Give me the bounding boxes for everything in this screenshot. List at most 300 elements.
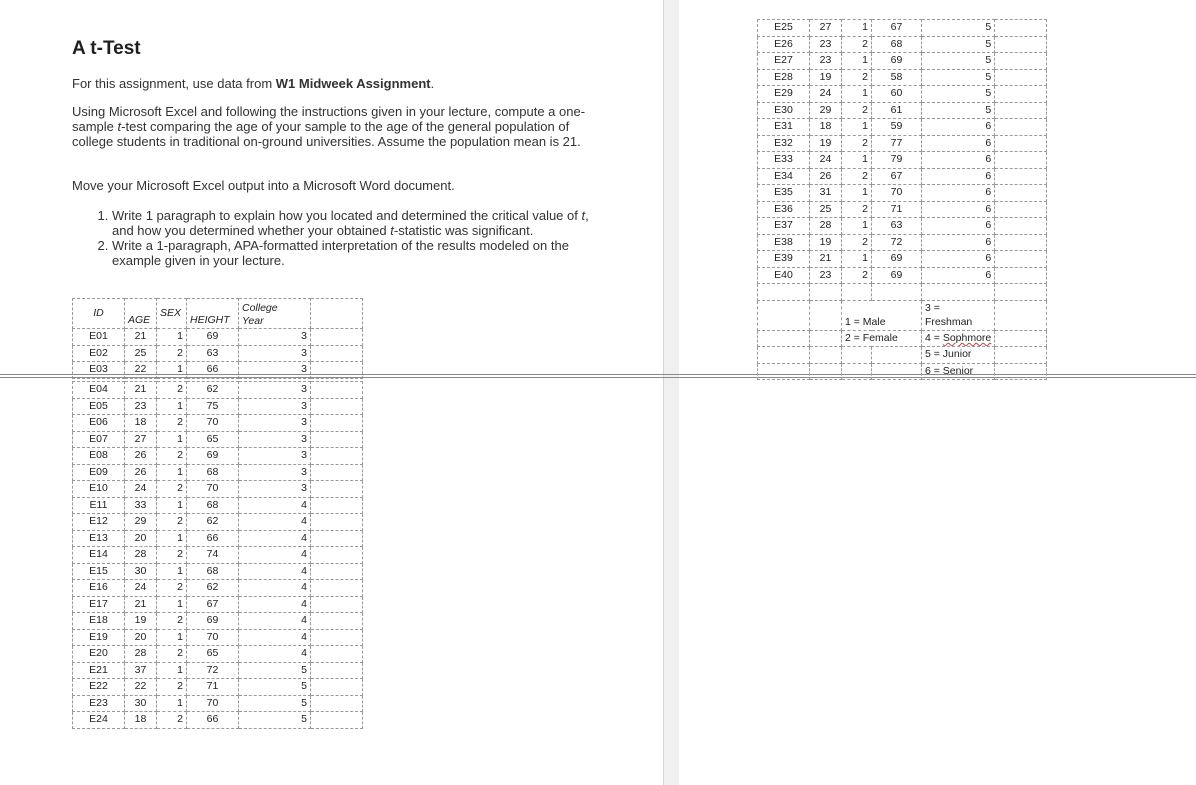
cell-empty <box>311 415 363 432</box>
cell-age: 21 <box>810 251 842 268</box>
cell-empty <box>311 563 363 580</box>
cell-sex: 2 <box>842 168 872 185</box>
header-college-2: Year <box>242 315 264 327</box>
cell-empty <box>311 398 363 415</box>
cell-age: 20 <box>125 629 157 646</box>
cell-empty <box>995 53 1047 70</box>
cell-college-year: 3 <box>239 448 311 465</box>
cell-empty <box>995 86 1047 103</box>
cell-id: E10 <box>73 481 125 498</box>
cell-id: E17 <box>73 596 125 613</box>
legend-male: 1 = Male <box>842 300 922 330</box>
table-row <box>73 448 363 465</box>
intro-paragraph <box>72 76 592 91</box>
cell-id: E15 <box>73 563 125 580</box>
cell-college-year: 5 <box>239 679 311 696</box>
cell-empty <box>995 119 1047 136</box>
intro-text: For this assignment, use data from <box>72 76 276 91</box>
cell-age: 28 <box>125 646 157 663</box>
cell-id: E05 <box>73 398 125 415</box>
cell-college-year: 5 <box>239 712 311 729</box>
cell-id: E18 <box>73 613 125 630</box>
cell-sex: 1 <box>157 398 187 415</box>
cell-height: 72 <box>872 234 922 251</box>
table-row <box>758 119 1047 136</box>
cell-height: 67 <box>187 596 239 613</box>
cell-height: 66 <box>187 712 239 729</box>
cell-age: 20 <box>125 530 157 547</box>
cell-college-year: 3 <box>239 382 311 399</box>
cell-sex: 2 <box>157 679 187 696</box>
cell-college-year: 4 <box>239 596 311 613</box>
cell-id: E37 <box>758 218 810 235</box>
cell-height: 69 <box>187 613 239 630</box>
cell-college-year: 6 <box>922 218 995 235</box>
data-table-part1 <box>72 298 363 379</box>
legend-body <box>758 284 1047 380</box>
cell-sex: 1 <box>842 218 872 235</box>
cell-age: 26 <box>125 464 157 481</box>
table-header-row <box>73 299 363 329</box>
cell-empty <box>311 448 363 465</box>
cell-sex: 1 <box>842 86 872 103</box>
cell-sex: 2 <box>157 712 187 729</box>
cell-id: E29 <box>758 86 810 103</box>
cell-height: 62 <box>187 514 239 531</box>
legend-row-1 <box>758 300 1047 330</box>
cell-id: E27 <box>758 53 810 70</box>
table-row <box>73 329 363 346</box>
document-title: A t-Test <box>72 38 141 59</box>
cell-height: 69 <box>187 329 239 346</box>
cell-empty <box>311 613 363 630</box>
table-row <box>758 20 1047 37</box>
cell-empty <box>311 547 363 564</box>
cell-id: E35 <box>758 185 810 202</box>
table-row <box>758 201 1047 218</box>
cell-id: E21 <box>73 662 125 679</box>
cell-id: E33 <box>758 152 810 169</box>
cell-height: 67 <box>872 168 922 185</box>
cell-id: E20 <box>73 646 125 663</box>
cell-id: E01 <box>73 329 125 346</box>
cell-empty <box>311 530 363 547</box>
cell-empty <box>311 679 363 696</box>
cell-college-year: 5 <box>922 20 995 37</box>
cell-college-year: 6 <box>922 135 995 152</box>
header-height: HEIGHT <box>187 299 239 329</box>
cell-age: 24 <box>810 86 842 103</box>
cell-age: 19 <box>810 69 842 86</box>
cell-age: 27 <box>810 20 842 37</box>
cell-sex: 1 <box>157 530 187 547</box>
cell-college-year: 5 <box>239 662 311 679</box>
instructions-text-b: -test comparing the age of your sample to the age of the general population of college students in traditional on-ground universities. Assume the population mean is 21. <box>72 119 581 149</box>
cell-college-year: 4 <box>239 613 311 630</box>
cell-age: 19 <box>125 613 157 630</box>
cell-age: 26 <box>810 168 842 185</box>
cell-college-year: 3 <box>239 431 311 448</box>
task1-text-b: , and how you determined whether your obtained <box>112 208 589 238</box>
cell-age: 26 <box>125 448 157 465</box>
cell-sex: 2 <box>842 36 872 53</box>
cell-height: 70 <box>187 415 239 432</box>
cell-height: 70 <box>187 481 239 498</box>
cell-empty <box>995 234 1047 251</box>
cell-sex: 1 <box>157 629 187 646</box>
cell-college-year: 3 <box>239 415 311 432</box>
cell-empty <box>995 251 1047 268</box>
table-row <box>73 695 363 712</box>
cell-sex: 1 <box>842 185 872 202</box>
table-row <box>73 646 363 663</box>
cell-empty <box>311 345 363 362</box>
cell-height: 75 <box>187 398 239 415</box>
cell-height: 65 <box>187 646 239 663</box>
legend-row-3 <box>758 347 1047 364</box>
cell-empty <box>311 464 363 481</box>
cell-college-year: 5 <box>239 695 311 712</box>
cell-sex: 1 <box>157 431 187 448</box>
cell-college-year: 6 <box>922 168 995 185</box>
cell-height: 61 <box>872 102 922 119</box>
cell-age: 25 <box>125 345 157 362</box>
cell-age: 37 <box>125 662 157 679</box>
cell-sex: 1 <box>157 464 187 481</box>
table-row <box>758 267 1047 284</box>
table-row <box>73 547 363 564</box>
table-row <box>73 580 363 597</box>
cell-height: 59 <box>872 119 922 136</box>
cell-empty <box>995 218 1047 235</box>
cell-sex: 1 <box>842 152 872 169</box>
cell-empty <box>995 168 1047 185</box>
cell-sex: 2 <box>157 580 187 597</box>
cell-sex: 2 <box>157 481 187 498</box>
cell-college-year: 4 <box>239 646 311 663</box>
cell-sex: 1 <box>157 662 187 679</box>
table-row <box>73 382 363 399</box>
cell-height: 69 <box>872 267 922 284</box>
cell-height: 63 <box>872 218 922 235</box>
cell-id: E08 <box>73 448 125 465</box>
task1-t2-italic: t <box>390 223 394 238</box>
cell-empty <box>311 646 363 663</box>
table-row <box>758 251 1047 268</box>
cell-college-year: 3 <box>239 362 311 379</box>
table-row <box>758 168 1047 185</box>
cell-height: 71 <box>187 679 239 696</box>
cell-id: E03 <box>73 362 125 379</box>
cell-height: 67 <box>872 20 922 37</box>
table-row <box>758 69 1047 86</box>
cell-empty <box>311 431 363 448</box>
cell-id: E16 <box>73 580 125 597</box>
cell-sex: 2 <box>842 135 872 152</box>
cell-sex: 1 <box>842 119 872 136</box>
cell-college-year: 6 <box>922 119 995 136</box>
cell-id: E22 <box>73 679 125 696</box>
cell-height: 77 <box>872 135 922 152</box>
cell-empty <box>311 629 363 646</box>
cell-college-year: 4 <box>239 547 311 564</box>
cell-age: 24 <box>125 580 157 597</box>
cell-college-year: 6 <box>922 267 995 284</box>
cell-college-year: 5 <box>922 69 995 86</box>
cell-id: E06 <box>73 415 125 432</box>
cell-height: 60 <box>872 86 922 103</box>
task1-text-a: Write 1 paragraph to explain how you located and determined the critical value of <box>112 208 582 223</box>
cell-empty <box>311 580 363 597</box>
cell-height: 71 <box>872 201 922 218</box>
cell-college-year: 4 <box>239 563 311 580</box>
instructions-paragraph <box>72 104 592 149</box>
cell-id: E19 <box>73 629 125 646</box>
cell-sex: 2 <box>157 448 187 465</box>
cell-age: 19 <box>810 135 842 152</box>
cell-sex: 2 <box>157 547 187 564</box>
cell-college-year: 5 <box>922 86 995 103</box>
cell-height: 58 <box>872 69 922 86</box>
legend-sophmore-prefix: 4 = <box>925 331 943 344</box>
legend-row-4 <box>758 363 1047 380</box>
cell-id: E31 <box>758 119 810 136</box>
cell-empty <box>311 497 363 514</box>
cell-id: E30 <box>758 102 810 119</box>
header-age: AGE <box>125 299 157 329</box>
cell-age: 30 <box>125 695 157 712</box>
cell-sex: 2 <box>157 613 187 630</box>
legend-freshman-1: 3 = <box>925 302 940 314</box>
cell-sex: 2 <box>157 382 187 399</box>
intro-end: . <box>430 76 435 91</box>
cell-sex: 1 <box>157 563 187 580</box>
table-row <box>73 464 363 481</box>
cell-id: E38 <box>758 234 810 251</box>
instructions-text-a: Using Microsoft Excel and following the instructions given in your lecture, compute a one-sample <box>72 104 586 134</box>
cell-empty <box>995 69 1047 86</box>
cell-id: E28 <box>758 69 810 86</box>
legend-female: 2 = Female <box>842 330 922 347</box>
cell-empty <box>311 362 363 379</box>
cell-empty <box>995 185 1047 202</box>
table-row <box>73 662 363 679</box>
cell-height: 65 <box>187 431 239 448</box>
cell-height: 69 <box>872 251 922 268</box>
cell-id: E09 <box>73 464 125 481</box>
cell-id: E32 <box>758 135 810 152</box>
cell-age: 29 <box>810 102 842 119</box>
cell-age: 18 <box>125 712 157 729</box>
task1-t-italic: t <box>581 208 586 223</box>
cell-height: 74 <box>187 547 239 564</box>
cell-height: 70 <box>872 185 922 202</box>
cell-empty <box>995 20 1047 37</box>
cell-id: E14 <box>73 547 125 564</box>
cell-college-year: 3 <box>239 481 311 498</box>
cell-id: E02 <box>73 345 125 362</box>
cell-college-year: 4 <box>239 514 311 531</box>
assignment-name: W1 Midweek Assignment <box>275 76 431 91</box>
data-table-part2 <box>72 381 363 729</box>
task-item-1 <box>112 208 602 238</box>
task-item-2: 2. Write a 1-paragraph, APA-formatted interpretation of the results modeled on the example given in your lecture. <box>112 238 602 268</box>
cell-sex: 2 <box>157 345 187 362</box>
cell-sex: 2 <box>842 102 872 119</box>
cell-age: 22 <box>125 362 157 379</box>
cell-sex: 2 <box>157 514 187 531</box>
header-empty <box>311 299 363 329</box>
cell-empty <box>995 267 1047 284</box>
task1-text-c: -statistic was significant. <box>393 223 534 238</box>
cell-id: E39 <box>758 251 810 268</box>
cell-empty <box>995 36 1047 53</box>
cell-height: 66 <box>187 530 239 547</box>
cell-age: 33 <box>125 497 157 514</box>
header-id: ID <box>73 299 125 329</box>
cell-age: 22 <box>125 679 157 696</box>
instructions-t-italic: t <box>117 119 122 134</box>
cell-id: E40 <box>758 267 810 284</box>
cell-college-year: 4 <box>239 530 311 547</box>
legend-row-2 <box>758 330 1047 347</box>
cell-height: 70 <box>187 629 239 646</box>
cell-college-year: 6 <box>922 201 995 218</box>
cell-id: E12 <box>73 514 125 531</box>
cell-id: E36 <box>758 201 810 218</box>
cell-college-year: 3 <box>239 345 311 362</box>
cell-age: 23 <box>810 36 842 53</box>
table-body-part2 <box>73 382 363 729</box>
cell-height: 62 <box>187 580 239 597</box>
legend-senior: 6 = Senior <box>922 363 995 380</box>
cell-age: 23 <box>810 267 842 284</box>
cell-age: 30 <box>125 563 157 580</box>
cell-sex: 2 <box>157 646 187 663</box>
legend-sophmore <box>922 330 995 347</box>
table-row <box>758 185 1047 202</box>
table-row <box>73 345 363 362</box>
cell-age: 31 <box>810 185 842 202</box>
cell-id: E25 <box>758 20 810 37</box>
cell-age: 28 <box>125 547 157 564</box>
table-row <box>73 712 363 729</box>
table-row <box>758 152 1047 169</box>
cell-age: 23 <box>125 398 157 415</box>
cell-height: 72 <box>187 662 239 679</box>
cell-age: 21 <box>125 596 157 613</box>
legend-junior: 5 = Junior <box>922 347 995 364</box>
cell-id: E26 <box>758 36 810 53</box>
header-college-1: College <box>242 302 278 314</box>
legend-freshman-2: Freshman <box>925 316 973 328</box>
cell-age: 24 <box>810 152 842 169</box>
table-row <box>73 415 363 432</box>
cell-id: E24 <box>73 712 125 729</box>
cell-college-year: 5 <box>922 36 995 53</box>
cell-sex: 2 <box>842 267 872 284</box>
cell-college-year: 3 <box>239 464 311 481</box>
table-row <box>758 135 1047 152</box>
cell-sex: 2 <box>842 201 872 218</box>
cell-id: E11 <box>73 497 125 514</box>
cell-height: 69 <box>187 448 239 465</box>
table-row <box>73 530 363 547</box>
cell-empty <box>311 382 363 399</box>
output-paragraph: Move your Microsoft Excel output into a Microsoft Word document. <box>72 178 455 193</box>
cell-age: 23 <box>810 53 842 70</box>
cell-sex: 1 <box>842 20 872 37</box>
table-row <box>73 514 363 531</box>
cell-empty <box>995 135 1047 152</box>
cell-height: 66 <box>187 362 239 379</box>
table-row <box>73 563 363 580</box>
cell-height: 68 <box>187 464 239 481</box>
table-body-part3 <box>758 20 1047 284</box>
page-gutter <box>663 0 680 785</box>
cell-sex: 2 <box>842 69 872 86</box>
table-row <box>73 431 363 448</box>
cell-height: 62 <box>187 382 239 399</box>
cell-age: 27 <box>125 431 157 448</box>
header-sex: SEX <box>157 299 187 329</box>
cell-empty <box>311 712 363 729</box>
cell-empty <box>311 695 363 712</box>
cell-age: 21 <box>125 382 157 399</box>
cell-sex: 2 <box>842 234 872 251</box>
cell-college-year: 6 <box>922 152 995 169</box>
cell-college-year: 4 <box>239 497 311 514</box>
cell-sex: 1 <box>157 497 187 514</box>
cell-height: 69 <box>872 53 922 70</box>
cell-height: 68 <box>872 36 922 53</box>
cell-sex: 1 <box>842 53 872 70</box>
cell-sex: 1 <box>157 596 187 613</box>
cell-college-year: 6 <box>922 234 995 251</box>
cell-empty <box>311 481 363 498</box>
cell-age: 19 <box>810 234 842 251</box>
cell-college-year: 5 <box>922 53 995 70</box>
task-list <box>90 208 602 268</box>
cell-height: 70 <box>187 695 239 712</box>
cell-empty <box>995 152 1047 169</box>
cell-age: 18 <box>810 119 842 136</box>
cell-age: 21 <box>125 329 157 346</box>
cell-age: 28 <box>810 218 842 235</box>
legend-sophmore-word: Sophmore <box>942 331 992 344</box>
table-row <box>73 629 363 646</box>
cell-empty <box>995 102 1047 119</box>
table-row <box>73 596 363 613</box>
table-body-part1 <box>73 329 363 379</box>
cell-id: E23 <box>73 695 125 712</box>
table-row <box>758 36 1047 53</box>
table-row <box>73 679 363 696</box>
cell-age: 24 <box>125 481 157 498</box>
table-row <box>758 234 1047 251</box>
table-row <box>73 613 363 630</box>
legend-freshman <box>922 300 995 330</box>
cell-sex: 1 <box>157 329 187 346</box>
cell-empty <box>995 201 1047 218</box>
cell-empty <box>311 329 363 346</box>
cell-id: E07 <box>73 431 125 448</box>
cell-college-year: 6 <box>922 251 995 268</box>
table-row <box>73 398 363 415</box>
cell-college-year: 5 <box>922 102 995 119</box>
cell-sex: 2 <box>157 415 187 432</box>
cell-sex: 1 <box>157 362 187 379</box>
